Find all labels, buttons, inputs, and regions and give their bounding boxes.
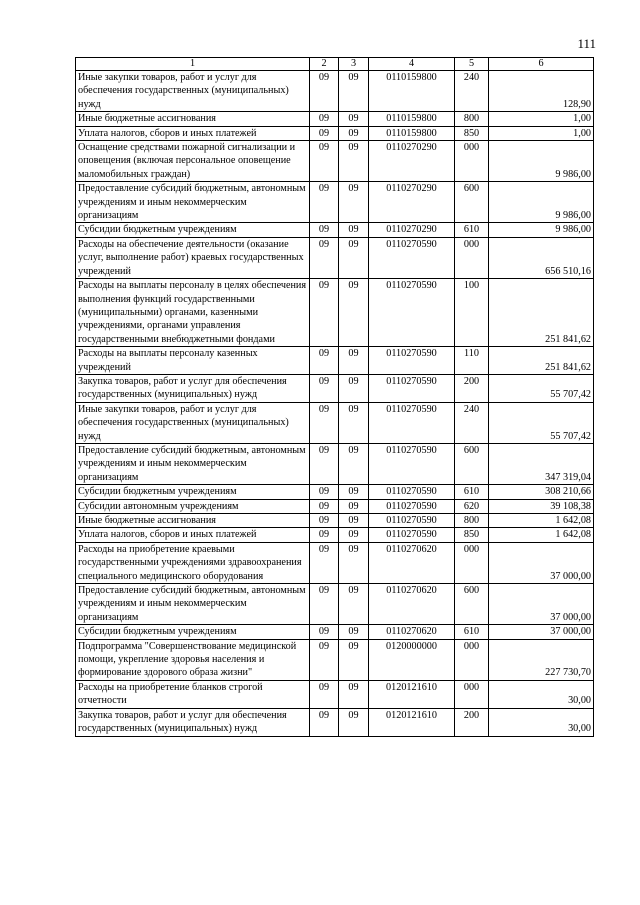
row-target-code: 0110270620	[369, 542, 455, 583]
table-row	[76, 182, 594, 223]
row-name: Закупка товаров, работ и услуг для обеспечения государственных (муниципальных) нужд	[76, 708, 310, 736]
row-target-code: 0110270290	[369, 223, 455, 237]
row-amount: 30,00	[489, 708, 594, 736]
row-amount: 251 841,62	[489, 347, 594, 375]
row-name: Подпрограмма "Совершенствование медицинской помощи, укрепление здоровья населения и формирование здорового образа жизни"	[76, 639, 310, 680]
row-subsection: 09	[339, 443, 369, 484]
row-section: 09	[310, 514, 339, 528]
row-target-code: 0110270290	[369, 182, 455, 223]
row-amount: 1 642,08	[489, 528, 594, 542]
table-row	[76, 347, 594, 375]
row-section: 09	[310, 347, 339, 375]
row-expense-type: 610	[455, 223, 489, 237]
row-expense-type: 000	[455, 141, 489, 182]
table-row	[76, 499, 594, 513]
row-target-code: 0110270590	[369, 402, 455, 443]
table-row	[76, 279, 594, 347]
row-subsection: 09	[339, 625, 369, 639]
row-name: Предоставление субсидий бюджетным, автономным учреждениям и иным некоммерческим организациям	[76, 182, 310, 223]
header-cell-expense-type: 5	[455, 58, 489, 71]
row-amount: 9 986,00	[489, 141, 594, 182]
table-row	[76, 443, 594, 484]
row-amount: 55 707,42	[489, 402, 594, 443]
row-amount: 39 108,38	[489, 499, 594, 513]
row-subsection: 09	[339, 514, 369, 528]
row-section: 09	[310, 485, 339, 499]
page-number: 111	[577, 36, 596, 51]
row-expense-type: 240	[455, 71, 489, 112]
row-subsection: 09	[339, 528, 369, 542]
row-target-code: 0110270590	[369, 485, 455, 499]
table-body	[76, 71, 594, 737]
row-amount: 9 986,00	[489, 223, 594, 237]
row-expense-type: 200	[455, 374, 489, 402]
row-target-code: 0110270590	[369, 237, 455, 278]
row-section: 09	[310, 112, 339, 126]
row-section: 09	[310, 182, 339, 223]
row-expense-type: 850	[455, 528, 489, 542]
row-section: 09	[310, 402, 339, 443]
row-expense-type: 600	[455, 443, 489, 484]
row-subsection: 09	[339, 347, 369, 375]
row-amount: 347 319,04	[489, 443, 594, 484]
row-name: Предоставление субсидий бюджетным, автономным учреждениям и иным некоммерческим организациям	[76, 584, 310, 625]
row-subsection: 09	[339, 639, 369, 680]
row-subsection: 09	[339, 485, 369, 499]
row-target-code: 0120121610	[369, 708, 455, 736]
row-name: Предоставление субсидий бюджетным, автономным учреждениям и иным некоммерческим организациям	[76, 443, 310, 484]
table-row	[76, 485, 594, 499]
row-amount: 128,90	[489, 71, 594, 112]
table-row	[76, 112, 594, 126]
table-header	[76, 58, 594, 71]
row-subsection: 09	[339, 279, 369, 347]
row-name: Иные бюджетные ассигнования	[76, 514, 310, 528]
row-section: 09	[310, 443, 339, 484]
row-section: 09	[310, 542, 339, 583]
header-cell-target-code: 4	[369, 58, 455, 71]
row-expense-type: 610	[455, 485, 489, 499]
row-amount: 30,00	[489, 680, 594, 708]
header-cell-name: 1	[76, 58, 310, 71]
row-expense-type: 600	[455, 584, 489, 625]
row-subsection: 09	[339, 112, 369, 126]
row-subsection: 09	[339, 141, 369, 182]
row-section: 09	[310, 279, 339, 347]
row-name: Закупка товаров, работ и услуг для обеспечения государственных (муниципальных) нужд	[76, 374, 310, 402]
row-target-code: 0120121610	[369, 680, 455, 708]
row-name: Расходы на приобретение бланков строгой отчетности	[76, 680, 310, 708]
row-name: Расходы на выплаты персоналу казенных учреждений	[76, 347, 310, 375]
table-row	[76, 542, 594, 583]
row-section: 09	[310, 625, 339, 639]
row-section: 09	[310, 499, 339, 513]
row-subsection: 09	[339, 499, 369, 513]
table-row	[76, 374, 594, 402]
table-row	[76, 514, 594, 528]
table-row	[76, 71, 594, 112]
header-cell-subsection: 3	[339, 58, 369, 71]
row-section: 09	[310, 374, 339, 402]
row-subsection: 09	[339, 237, 369, 278]
row-name: Уплата налогов, сборов и иных платежей	[76, 528, 310, 542]
row-section: 09	[310, 639, 339, 680]
row-amount: 251 841,62	[489, 279, 594, 347]
row-name: Субсидии бюджетным учреждениям	[76, 485, 310, 499]
row-name: Субсидии бюджетным учреждениям	[76, 625, 310, 639]
row-target-code: 0120000000	[369, 639, 455, 680]
row-section: 09	[310, 223, 339, 237]
row-amount: 37 000,00	[489, 584, 594, 625]
row-target-code: 0110270290	[369, 141, 455, 182]
row-expense-type: 800	[455, 112, 489, 126]
table-row	[76, 708, 594, 736]
row-target-code: 0110270620	[369, 625, 455, 639]
table-row	[76, 141, 594, 182]
table-row	[76, 237, 594, 278]
row-section: 09	[310, 71, 339, 112]
row-expense-type: 200	[455, 708, 489, 736]
row-name: Иные закупки товаров, работ и услуг для обеспечения государственных (муниципальных) нужд	[76, 71, 310, 112]
row-section: 09	[310, 528, 339, 542]
row-target-code: 0110270590	[369, 514, 455, 528]
row-expense-type: 850	[455, 126, 489, 140]
row-subsection: 09	[339, 402, 369, 443]
row-section: 09	[310, 584, 339, 625]
row-subsection: 09	[339, 584, 369, 625]
row-subsection: 09	[339, 680, 369, 708]
row-expense-type: 000	[455, 680, 489, 708]
row-section: 09	[310, 708, 339, 736]
header-row	[76, 58, 594, 71]
row-amount: 37 000,00	[489, 625, 594, 639]
row-target-code: 0110270620	[369, 584, 455, 625]
table-row	[76, 126, 594, 140]
row-amount: 308 210,66	[489, 485, 594, 499]
header-cell-section: 2	[310, 58, 339, 71]
row-amount: 37 000,00	[489, 542, 594, 583]
table-row	[76, 680, 594, 708]
row-expense-type: 000	[455, 542, 489, 583]
row-subsection: 09	[339, 374, 369, 402]
row-expense-type: 610	[455, 625, 489, 639]
row-amount: 227 730,70	[489, 639, 594, 680]
row-name: Субсидии бюджетным учреждениям	[76, 223, 310, 237]
row-amount: 1,00	[489, 126, 594, 140]
row-target-code: 0110270590	[369, 279, 455, 347]
row-subsection: 09	[339, 71, 369, 112]
row-subsection: 09	[339, 126, 369, 140]
table-row	[76, 625, 594, 639]
row-expense-type: 600	[455, 182, 489, 223]
row-subsection: 09	[339, 542, 369, 583]
row-subsection: 09	[339, 223, 369, 237]
row-target-code: 0110159800	[369, 126, 455, 140]
row-name: Иные закупки товаров, работ и услуг для обеспечения государственных (муниципальных) нужд	[76, 402, 310, 443]
row-amount: 55 707,42	[489, 374, 594, 402]
row-section: 09	[310, 237, 339, 278]
row-subsection: 09	[339, 708, 369, 736]
row-target-code: 0110270590	[369, 528, 455, 542]
row-target-code: 0110270590	[369, 374, 455, 402]
row-amount: 656 510,16	[489, 237, 594, 278]
row-expense-type: 100	[455, 279, 489, 347]
row-section: 09	[310, 126, 339, 140]
row-expense-type: 240	[455, 402, 489, 443]
row-section: 09	[310, 141, 339, 182]
row-expense-type: 620	[455, 499, 489, 513]
row-expense-type: 000	[455, 237, 489, 278]
row-expense-type: 000	[455, 639, 489, 680]
table-row	[76, 402, 594, 443]
row-name: Оснащение средствами пожарной сигнализации и оповещения (включая персональное оповещение маломобильных граждан)	[76, 141, 310, 182]
row-subsection: 09	[339, 182, 369, 223]
row-target-code: 0110270590	[369, 499, 455, 513]
row-expense-type: 800	[455, 514, 489, 528]
budget-table	[75, 57, 594, 737]
table-row	[76, 528, 594, 542]
table-row	[76, 223, 594, 237]
row-target-code: 0110270590	[369, 443, 455, 484]
row-name: Субсидии автономным учреждениям	[76, 499, 310, 513]
row-target-code: 0110159800	[369, 71, 455, 112]
table-row	[76, 639, 594, 680]
row-section: 09	[310, 680, 339, 708]
header-cell-amount: 6	[489, 58, 594, 71]
row-target-code: 0110159800	[369, 112, 455, 126]
row-amount: 1 642,08	[489, 514, 594, 528]
row-name: Иные бюджетные ассигнования	[76, 112, 310, 126]
row-expense-type: 110	[455, 347, 489, 375]
table-row	[76, 584, 594, 625]
row-amount: 1,00	[489, 112, 594, 126]
row-target-code: 0110270590	[369, 347, 455, 375]
row-name: Расходы на обеспечение деятельности (оказание услуг, выполнение работ) краевых государственных учреждений	[76, 237, 310, 278]
row-name: Расходы на выплаты персоналу в целях обеспечения выполнения функций государственными (муниципальными) органами, казенными учреждениями, органами управления государственными внебюджетными фондами	[76, 279, 310, 347]
row-amount: 9 986,00	[489, 182, 594, 223]
row-name: Расходы на приобретение краевыми государственными учреждениями здравоохранения специального медицинского оборудования	[76, 542, 310, 583]
row-name: Уплата налогов, сборов и иных платежей	[76, 126, 310, 140]
